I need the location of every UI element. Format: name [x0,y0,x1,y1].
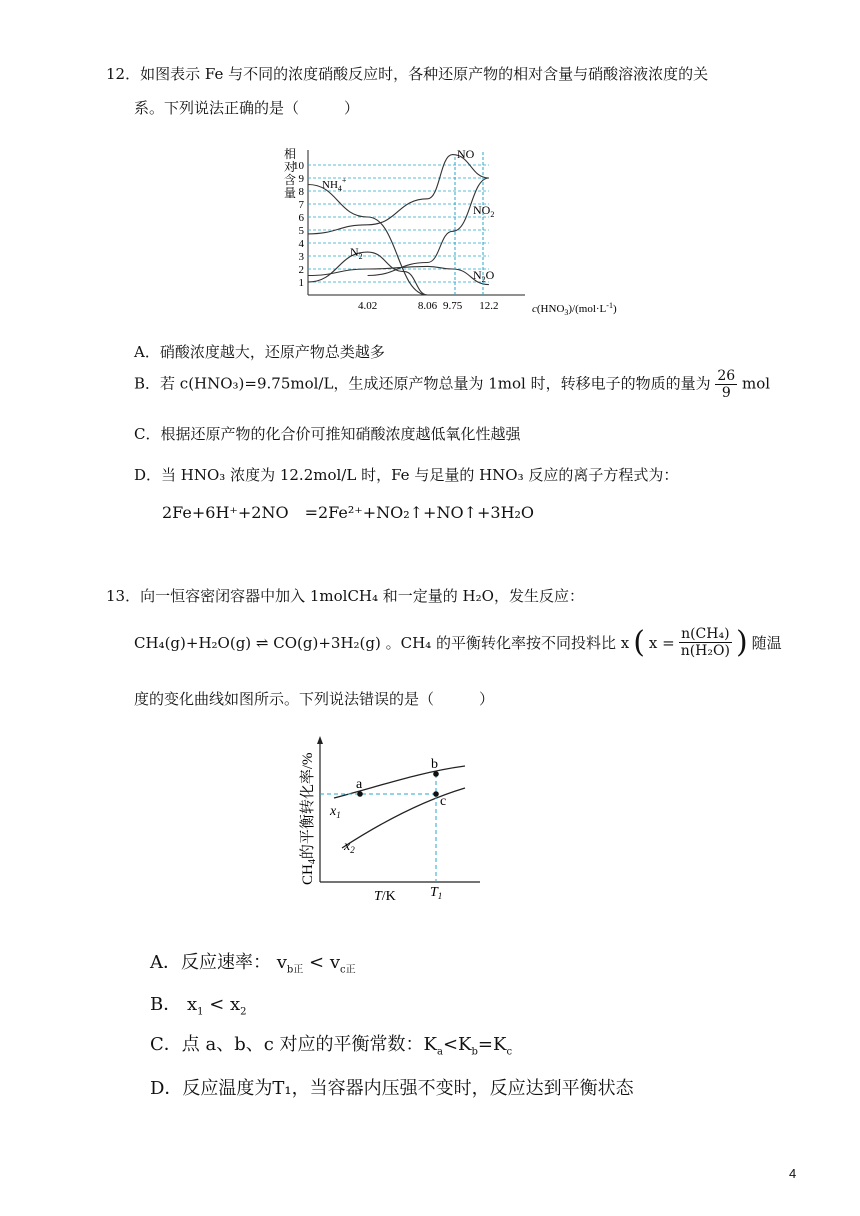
q12-ytick: 8 [298,186,304,198]
q13-option-c: C．点 a、b、c 对应的平衡常数：$K_a<K_b=K_c$ [150,1034,513,1058]
q13-ylabel: $CH_4$的平衡转化率/% [300,752,318,885]
q12-curve [308,252,428,295]
q12-ytick: 9 [298,173,304,185]
q13-option-b: B． $x_1 < x_2$ [150,994,247,1018]
page-number: 4 [789,1166,797,1181]
q12-ytick: 7 [298,199,304,211]
q12-ytick: 1 [298,277,304,289]
q13-label-a: a [356,777,363,792]
q13-label-c: c [440,794,447,809]
q12-xtick: 9.75 [442,300,463,312]
q13-xtick-t1: $T_1$ [430,885,443,900]
q12-b-fraction: $\frac{26}{9}$ [717,368,736,401]
q12-label-n2: $N_2$ [350,245,363,261]
q12-xtick: 12.2 [479,300,499,312]
q12-curve [308,155,489,234]
q12-stem-line2: 系。下列说法正确的是（ ） [134,99,360,117]
q12-label-nh4: $NH_4^+$ [322,176,347,193]
q12-option-d-equation: 2Fe+6H⁺+2NO =2Fe²⁺+NO₂↑+NO↑+3H₂O [162,503,535,522]
q13-point-a [357,791,363,797]
q13-ratio-fraction: $\frac{\text{n(CH₄)}}{\text{n(H₂O)}}$ [680,626,730,659]
q12-option-a: A．硝酸浓度越大，还原产物总类越多 [134,343,385,361]
q12-option-c: C．根据还原产物的化合价可推知硝酸浓度越低氧化性越强 [134,425,521,443]
q13-option-a: A．反应速率： $v_{b正} < v_{c正}$ [150,952,356,976]
q12-ytick: 2 [298,264,304,276]
q13-point-b [433,771,439,777]
q13-xlabel: T/K [374,889,396,900]
q12-xtick: 4.02 [357,300,378,312]
q12-stem-line1: 12．如图表示 Fe 与不同的浓度硝酸反应时，各种还原产物的相对含量与硝酸溶液浓度的关 [106,65,709,83]
q12-label-n2o: $N_2O$ [473,268,495,284]
q13-stem-line2: CH₄(g)+H₂O(g) ⇌ CO(g)+3H₂(g) 。CH₄ 的平衡转化率按不同投料比 x ( x = $\frac{\text{n(CH₄)}}{\text{n(H₂O)}}$ ) 随温 [134,624,782,660]
q12-label-no2: $NO_2$ [473,203,495,219]
q12-xtick: 8.06 [417,300,438,312]
q12-ytick: 3 [298,251,304,263]
q12-option-d: D．当 HNO₃ 浓度为 12.2mol/L 时，Fe 与足量的 HNO₃ 反应的离子方程式为： [134,466,679,484]
q12-option-b: B．若 c(HNO₃)=9.75mol/L，生成还原产物总量为 1mol 时，转移电子的物质的量为 $\frac{26}{9}$ mol [134,368,771,401]
q12-ytick: 4 [298,238,304,250]
q13-stem-line1: 13．向一恒容密闭容器中加入 1molCH₄ 和一定量的 H₂O，发生反应： [106,587,584,605]
q13-label-x2: $x_2$ [344,839,355,855]
q13-option-d: D．反应温度为T₁，当容器内压强不变时，反应达到平衡状态 [150,1078,634,1099]
q13-chart [290,730,490,900]
q13-label-b: b [431,757,438,772]
q13-stem-line3: 度的变化曲线如图所示。下列说法错误的是（ ） [134,690,495,708]
q13-curve-x2 [342,788,465,848]
q12-curve [308,185,428,296]
q12-ylabel: 相对含量 [284,147,297,200]
q12-label-no: NO [457,147,475,161]
q12-xlabel: $c(HNO_3)/(mol\cdot L^{-1})$ [532,301,617,317]
q12-ytick: 10 [293,160,304,172]
q13-label-x1: $x_1$ [330,804,341,820]
q12-ytick: 5 [298,225,304,237]
q13-point-c [433,791,439,797]
q12-ytick: 6 [298,212,304,224]
q12-chart [270,140,630,320]
